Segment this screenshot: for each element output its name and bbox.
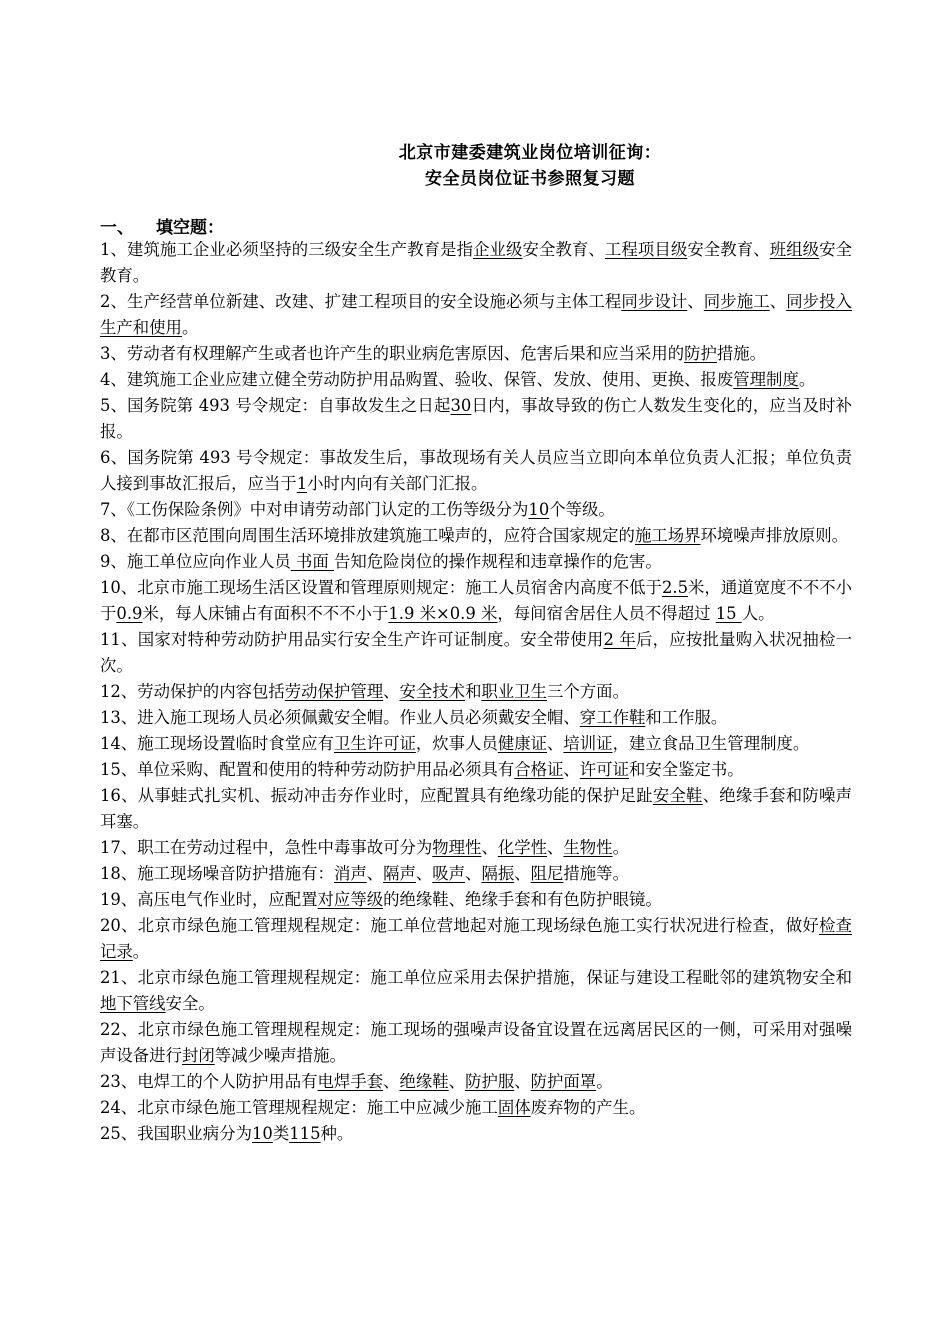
answer-blank: 安全技术 — [399, 682, 466, 701]
answer-blank: 防护面罩 — [530, 1072, 597, 1091]
question-text: 米，通道宽度不不不小于 — [100, 578, 852, 623]
answer-blank: 0.9 — [116, 604, 143, 623]
question-text: 等减少噪声措施。 — [214, 1046, 346, 1065]
question-item — [100, 289, 852, 341]
answer-blank: 班组级 — [769, 240, 820, 259]
answer-blank: 许可证 — [579, 760, 629, 779]
question-text: 日内，事故导致的伤亡人数发生变化的，应当及时补报。 — [100, 396, 852, 441]
question-text: 、 — [481, 838, 498, 857]
question-item — [100, 705, 852, 731]
question-item — [100, 1121, 852, 1147]
question-text: 25、我国职业病分为 — [100, 1124, 252, 1143]
question-item — [100, 237, 852, 289]
question-text: 安全教育、 — [687, 240, 770, 259]
question-item — [100, 575, 852, 627]
question-text: 人。 — [741, 604, 775, 623]
question-text: 、 — [687, 292, 704, 311]
answer-blank: 10 — [251, 1124, 273, 1143]
answer-blank: 劳动保护管理 — [284, 682, 384, 701]
question-text: 措施。 — [716, 344, 767, 363]
question-text: 三个方面。 — [547, 682, 629, 701]
question-text: 10、北京市施工现场生活区设置和管理原则规定：施工人员宿舍内高度不低于 — [100, 578, 662, 597]
answer-blank: 施工场界 — [634, 526, 701, 545]
answer-blank: 1.9 米×0.9 米 — [388, 604, 498, 623]
question-text: 和安全鉴定书。 — [628, 760, 744, 779]
question-text: 。 — [596, 1072, 613, 1091]
question-text: 个等级。 — [549, 500, 615, 519]
question-item — [100, 965, 852, 1017]
question-text: 1、建筑施工企业必须坚持的三级安全生产教育是指 — [100, 240, 474, 259]
document-subtitle: 安全员岗位证书参照复习题 — [425, 169, 635, 189]
question-item — [100, 627, 852, 679]
answer-blank: 同步投入生产和使用 — [100, 292, 853, 337]
question-text: 9、施工单位应向作业人员 — [100, 552, 291, 571]
answer-blank: 工程项目级 — [604, 240, 688, 259]
question-text: 、绝缘手套和防噪声耳塞。 — [100, 786, 853, 831]
question-text: 、 — [514, 1072, 531, 1091]
answer-blank: 物理性 — [432, 838, 482, 857]
question-item — [100, 835, 852, 861]
question-text: 13、进入施工现场人员必须佩戴安全帽。作业人员必须戴安全帽、 — [100, 708, 580, 727]
answer-blank: 115 — [289, 1124, 321, 1143]
document-title: 北京市建委建筑业岗位培训征询： — [398, 143, 662, 163]
answer-blank: 2.5 — [661, 578, 689, 597]
question-text: 16、从事蛙式扎实机、振动冲击夯作业时，应配置具有绝缘功能的保护足趾 — [100, 786, 653, 805]
answer-blank: 生物性 — [563, 838, 613, 857]
question-text: 24、北京市绿色施工管理规程规定：施工中应减少施工 — [100, 1098, 498, 1117]
question-text: 、 — [563, 760, 580, 779]
question-text: 7、《工伤保险条例》中对申请劳动部门认定的工伤等级分为 — [100, 500, 529, 519]
question-text: 、 — [465, 864, 482, 883]
question-text: 、 — [383, 682, 400, 701]
answer-blank: 企业级 — [473, 240, 523, 259]
section-heading — [100, 213, 224, 238]
question-text: 6、国务院第 493 号令规定：事故发生后，事故现场有关人员应当立即向本单位负责人汇报；单位负责人接到事故汇报后，应当于 — [100, 448, 852, 493]
answer-blank: 隔振 — [481, 864, 515, 883]
question-text: 19、高压电气作业时，应配置 — [100, 890, 318, 909]
question-item — [100, 861, 852, 887]
question-text: 、 — [448, 1072, 466, 1091]
answer-blank: 1 — [296, 474, 308, 493]
question-text: ，炊事人员 — [415, 734, 498, 753]
question-text: 、 — [415, 864, 433, 883]
answer-blank: 电焊手套 — [317, 1072, 384, 1091]
question-text: 8、在都市区范围向周围生活环境排放建筑施工噪声的，应符合国家规定的 — [100, 526, 635, 545]
question-item — [100, 757, 852, 783]
section-title: 填空题： — [156, 218, 224, 238]
question-item — [100, 367, 852, 393]
question-text: 告知危险岗位的操作规程和违章操作的危害。 — [333, 552, 662, 571]
question-text: 11、国家对特种劳动防护用品实行安全生产许可证制度。安全带使用 — [100, 630, 604, 649]
answer-blank: 培训证 — [563, 734, 613, 753]
question-text: 、 — [383, 1072, 400, 1091]
question-item — [100, 913, 852, 965]
question-text: ，每间宿舍居住人员不得超过 — [497, 604, 716, 623]
question-text: 后，应按批量购入状况抽检一次。 — [100, 630, 852, 675]
question-text: 22、北京市绿色施工管理规程规定：施工现场的强噪声设备宜设置在远离居民区的一侧，可采用对强噪声设备进行 — [100, 1020, 852, 1065]
question-text: 5、国务院第 493 号令规定：自事故发生之日起 — [100, 396, 451, 415]
answer-blank: 防护服 — [465, 1072, 515, 1091]
question-list — [100, 237, 852, 1147]
answer-blank: 15 — [715, 604, 742, 623]
answer-blank: 检查记录 — [100, 916, 853, 961]
question-text: 14、施工现场设置临时食堂应有 — [100, 734, 334, 753]
answer-blank: 同步施工 — [703, 292, 770, 311]
question-text: 。 — [181, 318, 199, 337]
question-text: 4、建筑施工企业应建立健全劳动防护用品购置、验收、保管、发放、使用、更换、报废 — [100, 370, 734, 389]
question-text: 安全。 — [165, 994, 215, 1013]
answer-blank: 阻尼 — [530, 864, 564, 883]
section-number: 一、 — [100, 218, 134, 238]
question-text: 21、北京市绿色施工管理规程规定：施工单位应采用去保护措施，保证与建设工程毗邻的建筑物安全和 — [100, 968, 852, 987]
question-item — [100, 1069, 852, 1095]
answer-blank: 书面 — [290, 552, 334, 571]
question-text: 的绝缘鞋、绝缘手套和有色防护眼镜。 — [383, 890, 662, 909]
answer-blank: 10 — [528, 500, 550, 519]
answer-blank: 管理制度 — [733, 370, 799, 389]
question-text: 安全教育。 — [100, 240, 853, 285]
question-item — [100, 887, 852, 913]
question-text: 、 — [514, 864, 531, 883]
question-text: 、 — [547, 838, 564, 857]
question-text: 。 — [612, 838, 629, 857]
question-text: 、 — [547, 734, 564, 753]
question-text: 2、生产经营单位新建、改建、扩建工程项目的安全设施必须与主体工程 — [100, 292, 622, 311]
answer-blank: 固体 — [497, 1098, 531, 1117]
answer-blank: 合格证 — [514, 760, 564, 779]
answer-blank: 封闭 — [181, 1046, 215, 1065]
question-text: 、 — [366, 864, 384, 883]
question-text: 和工作服。 — [645, 708, 728, 727]
answer-blank: 穿工作鞋 — [579, 708, 646, 727]
question-item — [100, 679, 852, 705]
answer-blank: 30 — [450, 396, 472, 415]
answer-blank: 防护 — [684, 344, 717, 363]
question-text: 废弃物的产生。 — [530, 1098, 646, 1117]
question-item — [100, 549, 852, 575]
question-item — [100, 1095, 852, 1121]
question-item — [100, 341, 852, 367]
question-text: 、 — [769, 292, 787, 311]
answer-blank: 吸声 — [432, 864, 466, 883]
question-text: 20、北京市绿色施工管理规程规定：施工单位营地起对施工现场绿色施工实行状况进行检查，做好 — [100, 916, 819, 935]
question-text: 环境噪声排放原则。 — [700, 526, 849, 545]
answer-blank: 同步设计 — [621, 292, 688, 311]
answer-blank: 化学性 — [497, 838, 548, 857]
question-item — [100, 393, 852, 445]
answer-blank: 隔声 — [383, 864, 416, 883]
answer-blank: 2 年 — [603, 630, 636, 649]
question-text: 15、单位采购、配置和使用的特种劳动防护用品必须具有 — [100, 760, 515, 779]
question-text: ，建立食品卫生管理制度。 — [612, 734, 810, 753]
answer-blank: 卫生许可证 — [333, 734, 416, 753]
question-text: 类 — [272, 1124, 290, 1143]
question-text: 12、劳动保护的内容包括 — [100, 682, 285, 701]
question-text: 措施等。 — [563, 864, 629, 883]
question-text: 安全教育、 — [522, 240, 605, 259]
answer-blank: 安全鞋 — [652, 786, 703, 805]
question-item — [100, 783, 852, 835]
question-item — [100, 445, 852, 497]
question-text: 23、电焊工的个人防护用品有 — [100, 1072, 318, 1091]
question-text: 18、施工现场噪音防护措施有： — [100, 864, 334, 883]
question-text: 和 — [465, 682, 482, 701]
question-item — [100, 523, 852, 549]
answer-blank: 职业卫生 — [481, 682, 548, 701]
question-text: 种。 — [320, 1124, 354, 1143]
question-item — [100, 1017, 852, 1069]
question-text: 米，每人床铺占有面积不不不小于 — [142, 604, 389, 623]
answer-blank: 绝缘鞋 — [399, 1072, 449, 1091]
question-text: 17、职工在劳动过程中，急性中毒事故可分为 — [100, 838, 433, 857]
answer-blank: 地下管线 — [100, 994, 166, 1013]
answer-blank: 消声 — [333, 864, 367, 883]
question-text: 3、劳动者有权理解产生或者也许产生的职业病危害原因、危害后果和应当采用的 — [100, 344, 685, 363]
question-text: 。 — [798, 370, 816, 389]
answer-blank: 对应等级 — [317, 890, 384, 909]
question-item — [100, 497, 852, 523]
question-item — [100, 731, 852, 757]
question-text: 。 — [132, 942, 150, 961]
answer-blank: 健康证 — [497, 734, 548, 753]
question-text: 小时内向有关部门汇报。 — [307, 474, 488, 493]
